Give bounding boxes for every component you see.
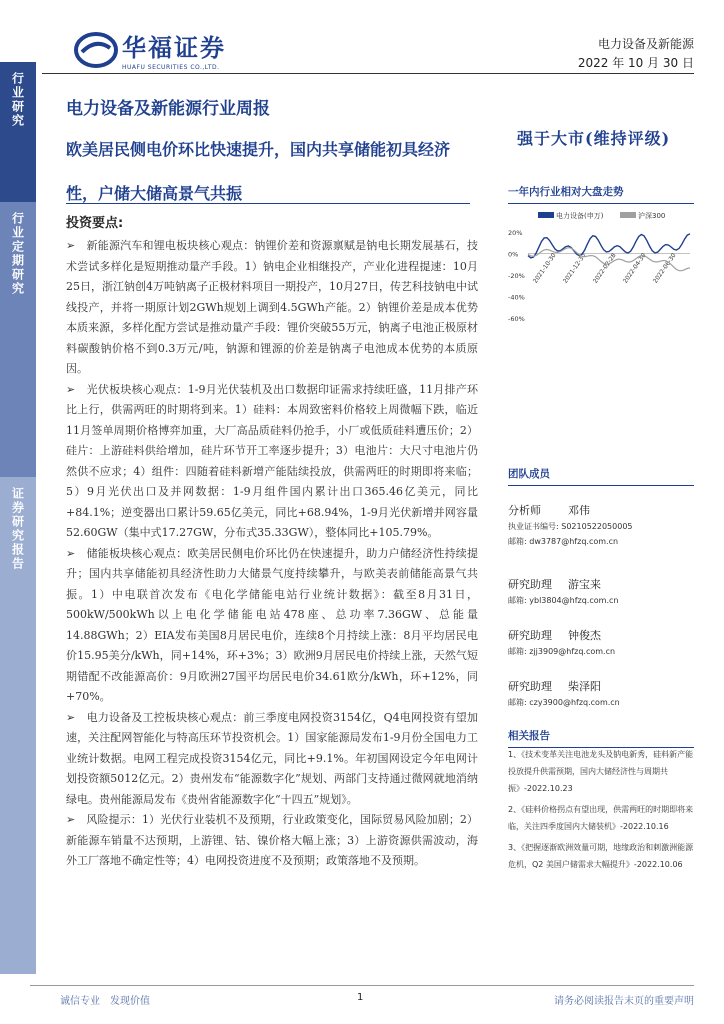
member-cert: S0210522050005 [561, 522, 633, 531]
rating-label: 强于大市(维持评级) [517, 129, 671, 148]
related-report-item[interactable]: 3、《把握逐渐欧洲效量可期，地缘政治和刺激洲能源危机，Q2 美国户储需求大幅提升》-2022.10.06 [508, 843, 694, 869]
side-tab-report [0, 477, 36, 974]
legend-label-hs300: 沪深300 [638, 212, 666, 220]
member-name: 邓伟 [568, 504, 590, 517]
team-heading: 团队成员 [508, 466, 694, 486]
mail-label: 邮箱: [508, 698, 527, 707]
mail-label: 邮箱: [508, 596, 527, 605]
x-tick-label: 2021-10-30 [531, 252, 558, 285]
x-tick-label: 2021-12-30 [561, 252, 588, 285]
side-tab-label: 行业研究 [10, 72, 25, 128]
member-role: 分析师 [508, 504, 541, 517]
x-tick-label: 2022-04-30 [621, 252, 648, 285]
member-name: 游宝来 [568, 578, 601, 591]
footer-divider [30, 985, 694, 986]
page-number: 1 [357, 992, 364, 1003]
y-tick-label: -40% [508, 293, 525, 302]
team-member [508, 678, 694, 694]
member-email[interactable]: czy3900@hfzq.com.cn [529, 698, 620, 707]
side-tab-label: 证券研究报告 [10, 487, 25, 571]
member-email[interactable]: dw3787@hfzq.com.cn [529, 537, 619, 546]
chart-heading: 一年内行业相对大盘走势 [508, 184, 694, 204]
logo-text: 华福证券 [122, 33, 226, 62]
title-divider [66, 203, 470, 204]
team-member [508, 576, 694, 592]
member-name: 钟俊杰 [568, 629, 601, 642]
para-grid: ➢ 电力设备及工控板块核心观点：前三季度电网投资3154亿，Q4电网投资有望加速，关注配网智能化与特高压环节投资机会。1）国家能源局发布1-9月份全国电力工业统计数据。电网工程完成投资3154亿元，同比+9.1%。年初国网设定今年电网计划投资额5012亿元。2）贵州发布“能源数字化”规划、两部门支持通过微网就地消纳绿电。贵州能源局发布《贵州省能源数字化“十四五”规划》。 [66, 710, 478, 806]
related-report-item[interactable]: 1、《技术变革关注电池龙头及钠电新秀，硅料新产能投放提升供需预期，国内大储经济性与周期共振》-2022.10.23 [508, 750, 694, 793]
member-role: 研究助理 [508, 578, 552, 591]
header-divider [42, 73, 694, 74]
y-tick-label: 20% [508, 229, 523, 237]
para-ev-battery: ➢ 新能源汽车和锂电板块核心观点：钠锂价差和资源禀赋是钠电长期发展基石，技术尝试多样化是短期推动量产手段。1）钠电企业相继投产，产业化进程提速：10月25日，浙江钠创4万吨钠离子正极材料项目一期投产，10月27日，传艺科技钠电中试线投产，并将一期原计划2GWh规划上调到4.5GWh产能。2）钠锂价差是成本优势本质来源，多样化配方尝试是推动量产手段：锂价突破55万元，钠离子电池正极原材料碳酸钠价格不到0.3万元/吨，钠源和锂源的价差是钠离子电池成本优势的本质原因。 [66, 239, 478, 375]
report-body [66, 236, 478, 872]
y-tick-label: -20% [508, 272, 525, 280]
header-date: 2022 年 10 月 30 日 [577, 56, 694, 70]
related-reports-heading: 相关报告 [508, 728, 694, 748]
y-tick-label: -60% [508, 315, 525, 323]
team-member [508, 627, 694, 643]
team-list [508, 488, 694, 709]
member-role: 研究助理 [508, 629, 552, 642]
team-member [508, 502, 694, 518]
side-tab-periodic [0, 202, 36, 477]
header-meta [578, 35, 694, 73]
legend-label-sector: 电力设备(申万) [556, 212, 604, 220]
legend-swatch-hs300 [620, 212, 636, 218]
cert-label: 执业证书编号: [508, 522, 559, 531]
member-email[interactable]: zjj3909@hfzq.com.cn [529, 647, 616, 656]
footer-disclaimer: 请务必阅读报告末页的重要声明 [554, 996, 694, 1007]
y-tick-label: 0% [508, 250, 519, 259]
mail-label: 邮箱: [508, 647, 527, 656]
relative-performance-chart [508, 206, 694, 326]
member-name: 柴泽阳 [568, 680, 601, 693]
related-reports-list [508, 746, 694, 873]
related-report-item[interactable]: 2、《硅料价格拐点有望出现，供需两旺的时期即将来临，关注四季度国内大储装机》-2022.10.16 [508, 805, 694, 831]
para-risk: ➢ 风险提示：1）光伏行业装机不及预期，行业政策变化，国际贸易风险加剧；2）新能源车销量不达预期，上游锂、钴、镍价格大幅上涨；3）上游资源供需波动，海外工厂落地不确定性等；4）电网投资进度不及预期；政策落地不及预期。 [66, 813, 478, 867]
company-logo [74, 28, 226, 71]
mail-label: 邮箱: [508, 537, 527, 546]
logo-mark-icon [74, 30, 118, 70]
member-email[interactable]: ybl3804@hfzq.com.cn [529, 596, 619, 605]
x-tick-label: 2022-02-28 [591, 252, 618, 285]
header-sector: 电力设备及新能源 [597, 37, 694, 51]
para-pv: ➢ 光伏板块核心观点：1-9月光伏装机及出口数据印证需求持续旺盛，11月排产环比上行，供需两旺的时期将到来。1）硅料：本周致密料价格较上周微幅下跌，临近11月签单周期价格博弈加重，大厂高品质硅料仍抢手，小厂或低质硅料遭压价；2）硅片：上游硅料供给增加，硅片环节开工率逐步提升；3）电池片：大尺寸电池片仍然供不应求；4）组件：四随着硅料新增产能陆续投放，供需两旺的时期即将来临；5）9月光伏出口及并网数据：1-9月组件国内累计出口365.46亿美元，同比+84.1%；逆变器出口累计59.65亿美元，同比+68.94%，1-9月光伏新增并网容量52.60GW（集中式17.27GW，分布式35.33GW），整体同比+105.79%。 [66, 382, 478, 539]
logo-english-text: HUAFU SECURITIES CO.,LTD. [122, 64, 220, 71]
side-tab-label: 行业定期研究 [10, 212, 25, 296]
x-tick-label: 2022-06-30 [651, 252, 678, 285]
member-role: 研究助理 [508, 680, 552, 693]
legend-swatch-sector [538, 212, 554, 218]
report-subtitle: 欧美居民侧电价环比快速提升，国内共享储能初具经济性，户储大储高景气共振 [66, 140, 451, 203]
footer-slogan: 诚信专业 发现价值 [60, 996, 150, 1007]
key-points-heading: 投资要点: [66, 216, 124, 231]
side-tab-industry-research [0, 62, 36, 202]
para-storage: ➢ 储能板块核心观点：欧美居民侧电价环比仍在快速提升，助力户储经济性持续提升；国内共享储能初具经济性助力大储景气度持续攀升，与欧美表前储能高景气共振。1）中电联首次发布《电化学储能电站行业统计数据》：截至8月31日，500kW/500kWh以上电化学储能电站478座、总功率7.36GW、总能量14.88GWh；2）EIA发布美国8月居民电价，连续8个月持续上涨：8月平均居民电价15.95美分/kWh，同+14%，环+3%；3）欧洲9月居民电价持续上涨，天然气短期错配不改能源高价：9月欧洲27国平均居民电价34.61欧分/kWh，环+12%，同+70%。 [66, 546, 478, 703]
report-title: 电力设备及新能源行业周报 [66, 99, 270, 119]
